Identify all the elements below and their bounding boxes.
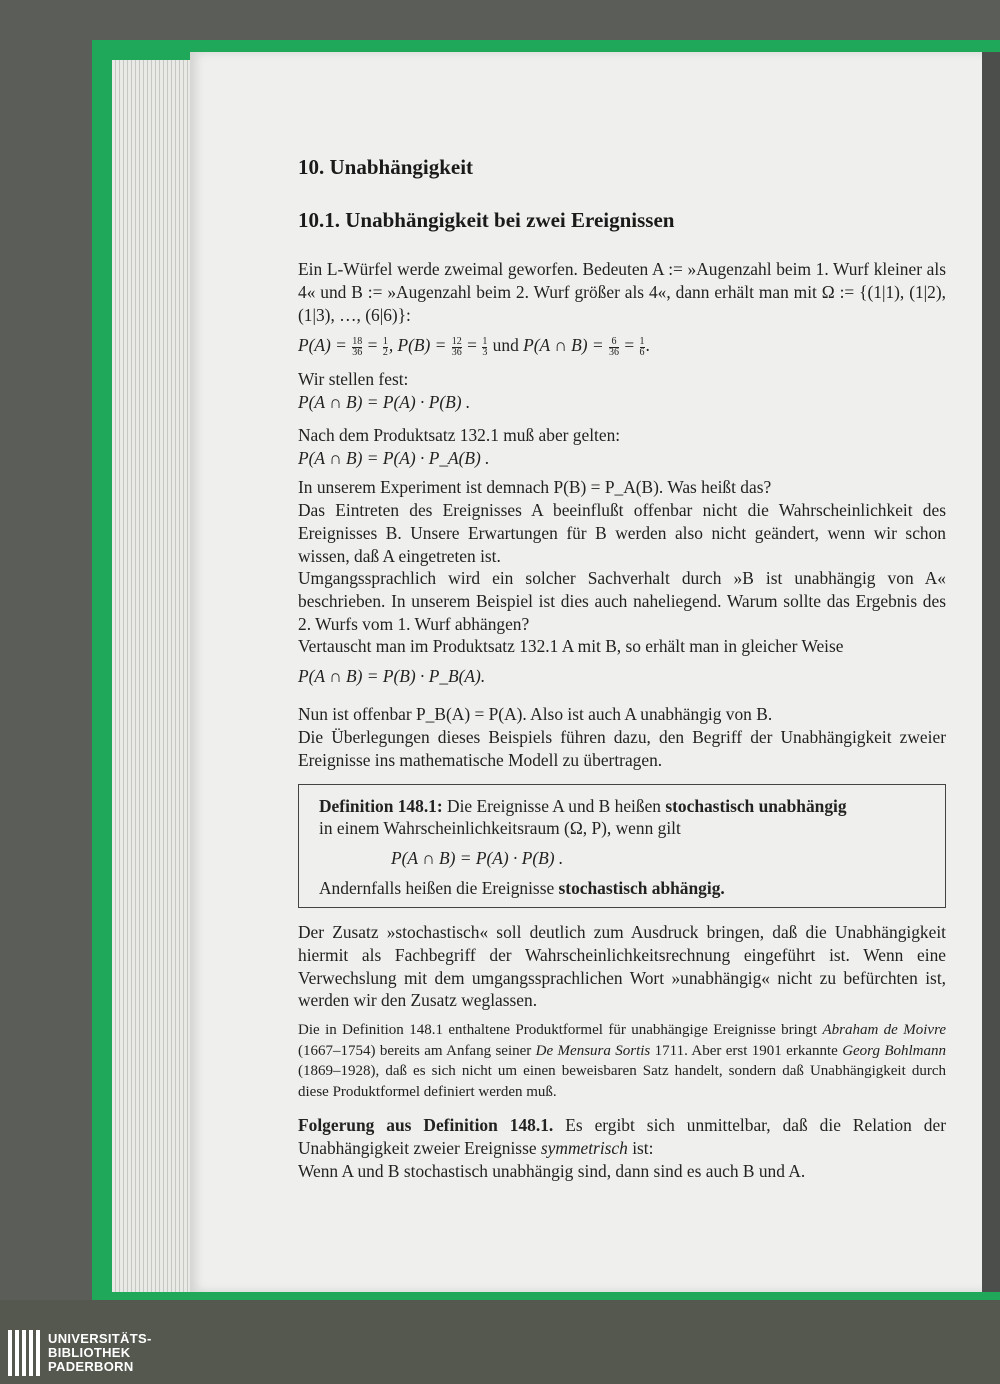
definition-line-1 — [319, 795, 929, 818]
period: . — [645, 335, 650, 355]
fraction-1-6: $\frac{1}{6}$ — [639, 335, 645, 358]
note-work-title: De Mensura Sortis — [535, 1042, 651, 1059]
page-right-edge — [982, 52, 1000, 1292]
definition-term-2: stochastisch abhängig. — [558, 878, 725, 898]
folgerung-text: Es ergibt sich unmittelbar, daß die Relation der Unabhängigkeit zweier Ereignisse — [298, 1115, 946, 1158]
definition-text: Die Ereignisse A und B heißen — [442, 796, 666, 816]
note-text: (1869–1928), daß es sich nicht um einen beweisbaren Satz handelt, sondern daß Unabhängigkeit durch diese Produktformel definiert werden muß. — [298, 1063, 946, 1100]
fraction-6-36: $\frac{6}{36}$ — [608, 335, 619, 358]
definition-label: Definition 148.1: — [319, 796, 443, 816]
note-text: Die in Definition 148.1 enthaltene Produktformel für unabhängige Ereignisse bringt — [298, 1022, 823, 1038]
formula-pa: P(A) = — [298, 335, 347, 355]
paragraph-nun: Nun ist offenbar P_B(A) = P(A). Also ist auch A unabhängig von B. — [298, 704, 773, 724]
formula-symmetric: P(A ∩ B) = P(B) · P_B(A). — [298, 666, 486, 686]
section-heading: 10.1. Unabhängigkeit bei zwei Ereignissen — [298, 208, 675, 232]
equals-sign: = — [367, 335, 378, 355]
folgerung-text: ist: — [627, 1137, 654, 1158]
definition-line-3 — [319, 877, 929, 900]
logo-line-3: PADERBORN — [48, 1359, 134, 1374]
note-name-moivre: Abraham de Moivre — [822, 1022, 947, 1038]
formula-product: P(A ∩ B) = P(A) · P(B) . — [298, 392, 471, 412]
definition-box — [298, 784, 946, 908]
fraction-12-36: $\frac{12}{36}$ — [451, 335, 462, 358]
equals-sign: = — [624, 335, 635, 355]
paragraph-ueberlegungen: Die Überlegungen dieses Beispiels führen dazu, den Begriff der Unabhängigkeit zweier Ereignisse ins mathematische Modell zu übertragen. — [298, 727, 946, 770]
page-stack-edge — [112, 60, 193, 1292]
chapter-heading: 10. Unabhängigkeit — [298, 155, 474, 179]
logo-line-2: BIBLIOTHEK — [48, 1345, 131, 1360]
logo-line-1: UNIVERSITÄTS- — [48, 1331, 152, 1346]
paragraph-eintreten: Das Eintreten des Ereignisses A beeinflußt offenbar nicht die Wahrscheinlichkeit des Ereignisses B. Unsere Erwartungen für B werden also nicht geändert, wenn wir schon wissen, daß A eingetreten ist. — [298, 500, 946, 566]
note-text: 1711. Aber erst 1901 erkannte — [650, 1042, 843, 1059]
formula-pab: P(A ∩ B) = — [523, 335, 604, 355]
note-text: (1667–1754) bereits am Anfang seiner — [298, 1042, 536, 1059]
formula-pb: , P(B) = — [388, 335, 447, 355]
folgerung-label: Folgerung aus Definition 148.1. — [298, 1115, 554, 1135]
line-wir-stellen-fest: Wir stellen fest: — [298, 369, 409, 389]
paragraph-vertauscht: Vertauscht man im Produktsatz 132.1 A mit B, so erhält man in gleicher Weise — [298, 636, 844, 656]
definition-text-2: Andernfalls heißen die Ereignisse — [319, 878, 559, 898]
formula-conditional: P(A ∩ B) = P(A) · P_A(B) . — [298, 448, 490, 468]
fraction-1-2: $\frac{1}{2}$ — [382, 335, 388, 358]
paragraph-umgangssprachlich: Umgangssprachlich wird ein solcher Sachverhalt durch »B ist unabhängig von A« beschrieben. In unserem Beispiel ist dies auch naheliegend. Warum sollte das Ergebnis des 2. Wurfs vom 1. Wurf abhängen? — [298, 568, 946, 634]
equals-sign: = — [467, 335, 477, 355]
definition-term: stochastisch unabhängig — [665, 796, 847, 816]
logo-bars-icon — [8, 1330, 40, 1376]
definition-line-2: in einem Wahrscheinlichkeitsraum (Ω, P), wenn gilt — [319, 818, 681, 838]
word-und: und — [492, 335, 519, 355]
definition-formula: P(A ∩ B) = P(A) · P(B) . — [391, 848, 564, 868]
folgerung-line-2: Wenn A und B stochastisch unabhängig sind, dann sind es auch B und A. — [298, 1161, 806, 1181]
note-name-bohlmann: Georg Bohlmann — [842, 1042, 946, 1059]
fraction-1-3: $\frac{1}{3}$ — [482, 335, 488, 358]
folgerung-paragraph — [298, 1114, 946, 1160]
paragraph-experiment: In unserem Experiment ist demnach P(B) = P_A(B). Was heißt das? — [298, 477, 772, 497]
line-produktsatz: Nach dem Produktsatz 132.1 muß aber gelten: — [298, 425, 621, 445]
paragraph-zusatz: Der Zusatz »stochastisch« soll deutlich zum Ausdruck bringen, daß die Unabhängigkeit hiermit als Fachbegriff der Wahrscheinlichkeitsrechnung eingeführt ist. Wenn eine Verwechslung mit dem umgangssprachlichen Wort »unabhängig« nicht zu befürchten ist, werden wir den Zusatz weglassen. — [298, 922, 946, 1011]
folgerung-symmetrisch: symmetrisch — [540, 1137, 628, 1158]
formula-probabilities — [298, 335, 650, 358]
library-logo — [8, 1330, 152, 1376]
historical-note — [298, 1020, 946, 1102]
paragraph-intro: Ein L-Würfel werde zweimal geworfen. Bedeuten A := »Augenzahl beim 1. Wurf kleiner als 4« und B := »Augenzahl beim 2. Wurf größer als 4«, dann erhält man mit Ω := {(1|1), (1|2), (1|3), …, (6|6)}: — [298, 259, 946, 325]
fraction-18-36: $\frac{18}{36}$ — [352, 335, 363, 358]
